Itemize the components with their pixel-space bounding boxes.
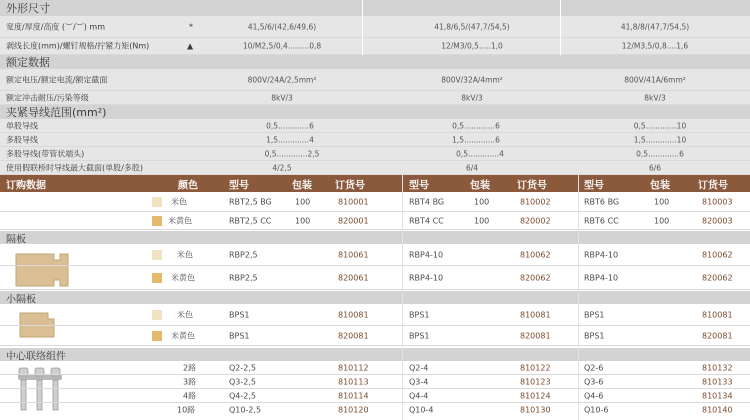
order-code: 810112 — [338, 363, 369, 372]
rating-row — [0, 69, 750, 91]
clamp-value: 0,5.............2,5 — [264, 149, 320, 158]
column-divider — [560, 16, 561, 38]
model-header: 型号 — [584, 180, 604, 191]
order-code: 820061 — [338, 273, 369, 282]
order-code: 810062 — [520, 250, 551, 259]
pack-qty: 100 — [474, 197, 490, 206]
section-header-ratings — [0, 55, 750, 69]
model: Q3-2,5 — [229, 377, 256, 386]
model: RBT4 BG — [409, 197, 445, 206]
category-title: 小隔板 — [6, 294, 36, 305]
column-divider — [362, 16, 363, 38]
beige-swatch — [152, 197, 162, 207]
small-partition-row — [0, 304, 750, 326]
order-no-header: 订货号 — [517, 180, 547, 191]
section-header-dimensions — [0, 0, 750, 16]
model: Q10-2,5 — [229, 405, 262, 415]
order-code: 820062 — [702, 273, 733, 282]
clamp-value: 0,5.............4 — [456, 149, 504, 158]
model-header: 型号 — [409, 180, 429, 191]
model: BPS1 — [229, 310, 250, 319]
order-code: 820001 — [338, 216, 369, 225]
spec-mark: * — [189, 22, 193, 31]
clamp-value: 0,5.............10 — [633, 121, 687, 130]
bridge-row — [0, 403, 750, 417]
model: Q10-6 — [584, 405, 609, 415]
color-name: 米黄色 — [171, 331, 195, 340]
clamp-label: 单股导线 — [6, 121, 38, 130]
model: RBT2,5 BG — [229, 197, 272, 206]
model: Q4-2,5 — [229, 391, 256, 400]
column-divider — [402, 175, 403, 420]
model: BPS1 — [229, 331, 250, 340]
model: Q3-4 — [409, 377, 429, 386]
terminal-row — [0, 212, 750, 230]
model: Q2-6 — [584, 363, 604, 372]
column-divider — [362, 0, 363, 16]
spec-mark: ▲ — [187, 41, 194, 51]
section-title: 额定数据 — [6, 56, 50, 69]
model: Q4-4 — [409, 391, 429, 400]
column-divider — [560, 38, 561, 55]
column-divider — [560, 0, 561, 16]
clamp-value: 1,5.............6 — [452, 135, 500, 144]
small-partition-row — [0, 326, 750, 346]
category-title: 隔板 — [6, 234, 26, 245]
color-name: 米色 — [177, 250, 193, 259]
order-data-header — [0, 175, 750, 192]
order-code: 810003 — [702, 197, 733, 206]
color-name: 米色 — [177, 310, 193, 319]
order-code: 810140 — [702, 405, 733, 415]
clamp-value: 0,5.............6 — [266, 121, 314, 130]
order-code: 820081 — [338, 331, 369, 340]
model: RBP4-10 — [409, 250, 444, 259]
order-code: 820062 — [520, 273, 551, 282]
clamp-row — [0, 147, 750, 161]
model: RBT6 BG — [584, 197, 620, 206]
rating-value: 800V/24A/2,5mm² — [247, 75, 317, 84]
rating-value: 800V/41A/6mm² — [624, 75, 686, 84]
clamp-row — [0, 161, 750, 175]
partition-row — [0, 266, 750, 290]
clamp-label: 多股导线(带管状端头) — [6, 149, 85, 158]
order-code: 810113 — [338, 377, 369, 386]
rating-value: 8kV/3 — [271, 93, 293, 102]
pack-header: 包装 — [292, 180, 312, 191]
order-code: 810130 — [520, 405, 551, 415]
category-center-bridge — [0, 348, 750, 361]
clamp-value: 1,5.............10 — [633, 135, 687, 144]
clamp-value: 1,5.............4 — [266, 135, 314, 144]
model: RBP2,5 — [229, 273, 258, 282]
beige-swatch — [152, 250, 162, 260]
rating-label: 额定冲击耐压/污染等级 — [6, 93, 89, 102]
bridge-row — [0, 375, 750, 389]
ways-label: 10路 — [177, 405, 196, 415]
ways-label: 2路 — [183, 363, 197, 372]
pack-qty: 100 — [654, 197, 670, 206]
yellow-beige-swatch — [152, 331, 162, 341]
model: Q2-4 — [409, 363, 429, 372]
rating-row — [0, 91, 750, 105]
ways-label: 3路 — [183, 377, 197, 386]
model: RBT4 CC — [409, 216, 444, 225]
section-title: 外形尺寸 — [6, 2, 50, 15]
order-code: 820003 — [702, 216, 733, 225]
order-code: 810081 — [338, 310, 369, 319]
order-code: 810124 — [520, 391, 551, 400]
order-code: 820081 — [520, 331, 551, 340]
model-header: 型号 — [229, 180, 249, 191]
model: RBP2,5 — [229, 250, 258, 259]
pack-header: 包装 — [470, 180, 490, 191]
order-no-header: 订货号 — [698, 180, 728, 191]
section-header-clamp-range — [0, 105, 750, 119]
pack-header: 包装 — [650, 180, 670, 191]
bridge-row — [0, 361, 750, 375]
clamp-row — [0, 133, 750, 147]
clamp-value: 4/2,5 — [272, 163, 292, 172]
model: Q4-6 — [584, 391, 604, 400]
pack-qty: 100 — [295, 197, 311, 206]
pack-qty: 100 — [295, 216, 311, 225]
color-name: 米黄色 — [168, 216, 192, 225]
clamp-value: 0,5.............6 — [452, 121, 500, 130]
model: BPS1 — [409, 331, 430, 340]
order-code: 810081 — [702, 310, 733, 319]
spec-value: 10/M2,5/0,4.........0,8 — [242, 41, 322, 51]
clamp-value: 0,5.............6 — [636, 149, 684, 158]
order-code: 810002 — [520, 197, 551, 206]
order-code: 810062 — [702, 250, 733, 259]
model: Q3-6 — [584, 377, 604, 386]
column-divider — [362, 38, 363, 55]
spec-value: 12/M3,5/0,8....1,6 — [621, 41, 689, 51]
color-name: 米色 — [171, 197, 187, 206]
clamp-label: 使用假联桥时导线最大截面(单股/多股) — [6, 163, 143, 172]
order-code: 810120 — [338, 405, 369, 415]
model: RBP4-10 — [584, 273, 619, 282]
spec-value: 12/M3/0,5.....1,0 — [441, 41, 503, 51]
yellow-beige-swatch — [152, 216, 162, 226]
order-code: 810114 — [338, 391, 369, 400]
yellow-beige-swatch — [152, 273, 162, 283]
model: BPS1 — [409, 310, 430, 319]
model: Q2-2,5 — [229, 363, 256, 372]
terminal-row — [0, 192, 750, 212]
order-code: 810122 — [520, 363, 551, 372]
model: BPS1 — [584, 310, 605, 319]
rating-label: 额定电压/额定电流/额定截面 — [6, 75, 108, 84]
model: Q10-4 — [409, 405, 434, 415]
ways-label: 4路 — [183, 391, 197, 400]
order-code: 810132 — [702, 363, 733, 372]
spec-row — [0, 38, 750, 55]
bridge-row — [0, 389, 750, 403]
category-partition — [0, 231, 750, 244]
model: RBP4-10 — [584, 250, 619, 259]
column-divider — [578, 175, 579, 420]
order-code: 810134 — [702, 391, 733, 400]
pack-qty: 100 — [654, 216, 670, 225]
rating-value: 800V/32A/4mm² — [441, 75, 503, 84]
clamp-row — [0, 119, 750, 133]
rating-value: 8kV/3 — [461, 93, 483, 102]
model: BPS1 — [584, 331, 605, 340]
model: RBP4-10 — [409, 273, 444, 282]
order-code: 810081 — [520, 310, 551, 319]
clamp-value: 6/4 — [465, 163, 479, 172]
clamp-value: 6/6 — [648, 163, 662, 172]
spec-label: 宽度/厚度/高度 (︶/︶) mm — [6, 22, 105, 31]
spec-value: 41,8/8/(47,7/54,5) — [620, 22, 690, 31]
section-title: 夹紧导线范围(mm²) — [6, 106, 107, 119]
model: RBT2,5 CC — [229, 216, 272, 225]
rating-value: 8kV/3 — [644, 93, 666, 102]
color-header: 颜色 — [178, 180, 198, 191]
order-no-header: 订货号 — [335, 180, 365, 191]
pack-qty: 100 — [474, 216, 490, 225]
spec-row — [0, 16, 750, 38]
spec-value: 41,8/6,5/(47,7/54,5) — [434, 22, 510, 31]
order-code: 810123 — [520, 377, 551, 386]
model: RBT6 CC — [584, 216, 619, 225]
partition-row — [0, 244, 750, 266]
order-code: 810001 — [338, 197, 369, 206]
color-name: 米黄色 — [171, 273, 195, 282]
category-title: 中心联络组件 — [6, 351, 66, 362]
spec-label: 剥线长度(mm)/螺钉规格/拧紧力矩(Nm) — [6, 41, 150, 51]
clamp-label: 多股导线 — [6, 135, 38, 144]
order-code: 810133 — [702, 377, 733, 386]
order-code: 810061 — [338, 250, 369, 259]
beige-swatch — [152, 310, 162, 320]
order-code: 820081 — [702, 331, 733, 340]
category-small-partition — [0, 291, 750, 304]
spec-value: 41,5/6/(42,6/49,6) — [247, 22, 317, 31]
order-title: 订购数据 — [6, 180, 46, 191]
order-code: 820002 — [520, 216, 551, 225]
